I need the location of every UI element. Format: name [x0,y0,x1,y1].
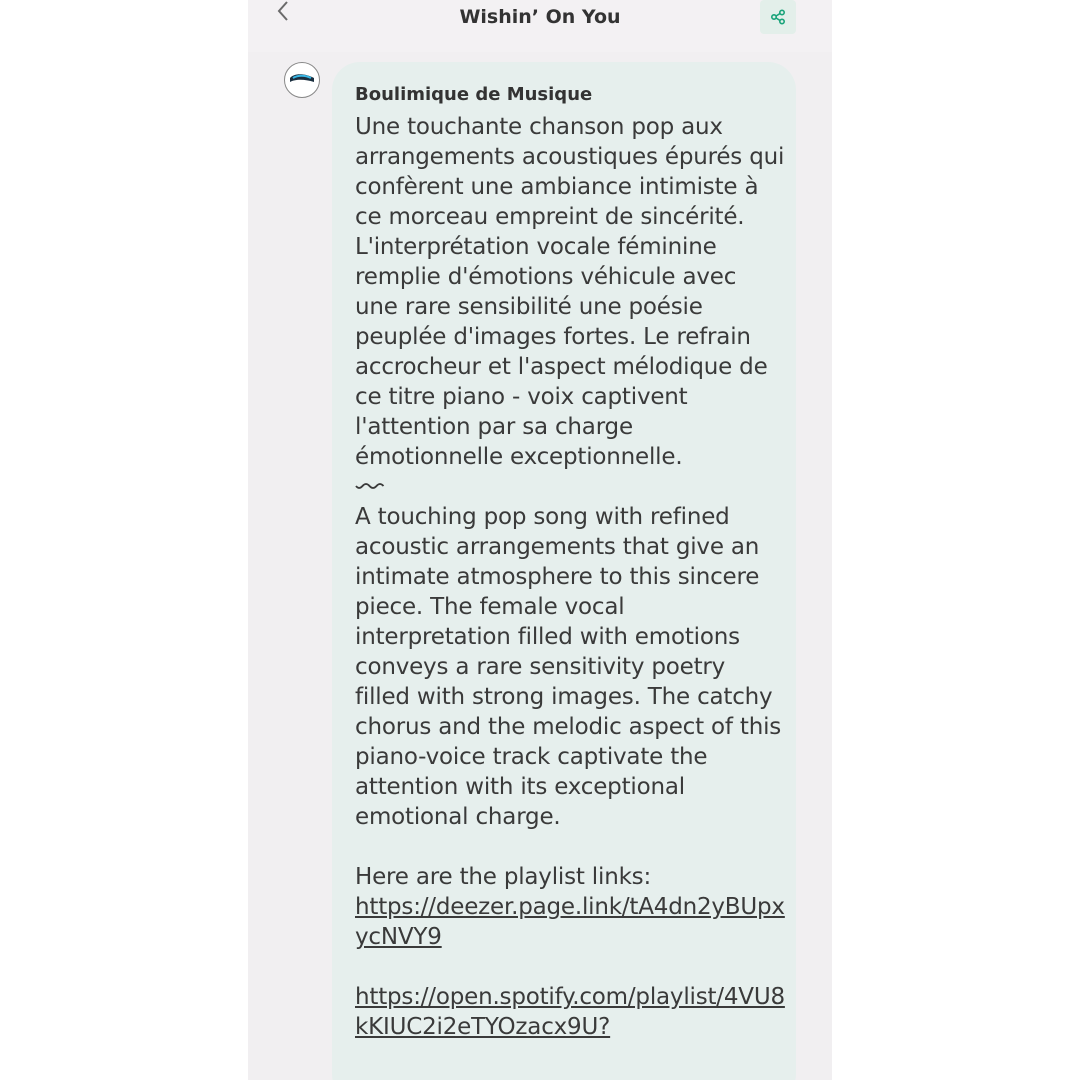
page-title: Wishin’ On You [459,6,621,28]
comment-bubble [332,62,796,1080]
playlist-intro: Here are the playlist links: [355,864,652,890]
avatar-logo-icon [285,63,319,97]
share-button[interactable] [760,0,796,34]
wave-divider-icon [355,472,785,502]
english-description: A touching pop song with refined acoustic arrangements that give an intimate atmosphere to this sincere piece. The female vocal interpretation filled with emotions conveys a rare sensitivity poetry filled with strong images. The catchy chorus and the melodic aspect of this piano-voice track captivate the attention with its exceptional emotional charge. [355,504,782,830]
spotify-link[interactable]: https://open.spotify.com/playlist/4VU8kKIUC2i2eTYOzacx9U? [355,984,785,1040]
deezer-link[interactable]: https://deezer.page.link/tA4dn2yBUpxycNVY9 [355,894,785,950]
avatar[interactable] [284,62,320,98]
top-bar [248,0,832,52]
comment-body [355,112,785,1042]
app-screen [248,0,832,1080]
french-description: Une touchante chanson pop aux arrangements acoustiques épurés qui confèrent une ambiance intimiste à ce morceau empreint de sincérité. L'interprétation vocale féminine remplie d'émotions véhicule avec une rare sensibilité une poésie peuplée d'images fortes. Le refrain accrocheur et l'aspect mélodique de ce titre piano - voix captivent l'attention par sa charge émotionnelle exceptionnelle. [355,114,785,470]
author-name[interactable]: Boulimique de Musique [355,84,593,105]
share-icon [770,9,786,25]
